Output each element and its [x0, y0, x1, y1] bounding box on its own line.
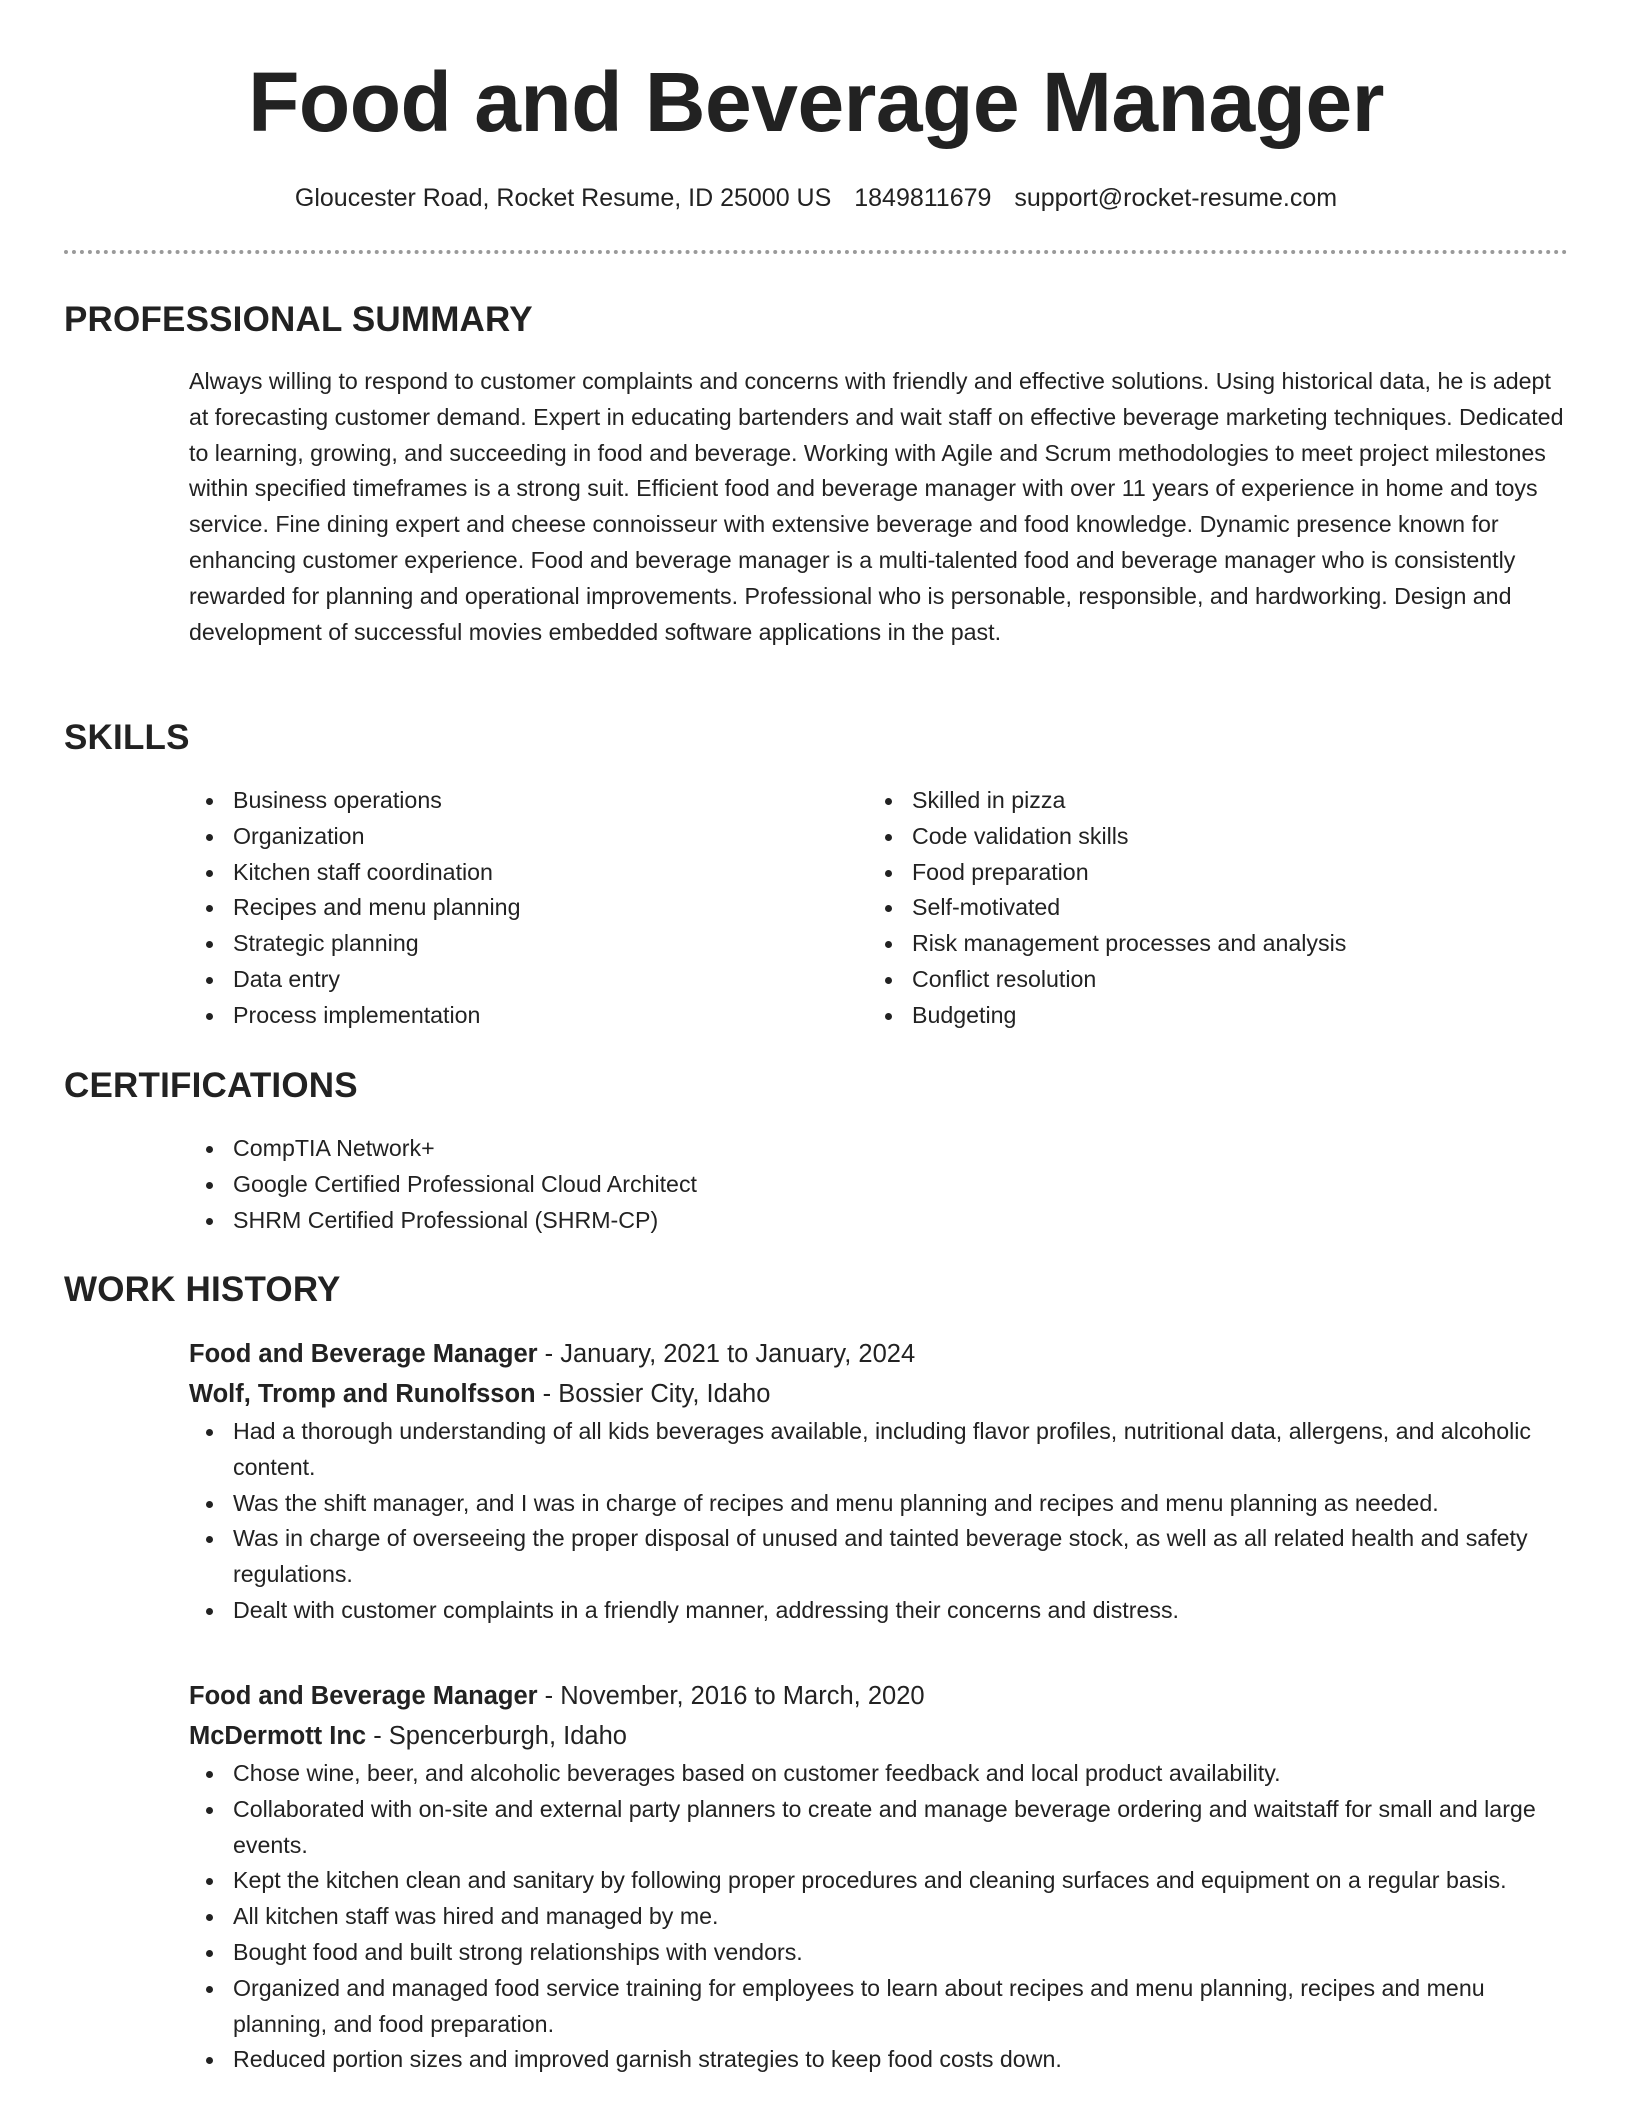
job-bullet: Dealt with customer complaints in a friendly manner, addressing their concerns and distress.: [189, 1593, 1567, 1629]
section-title-certifications: CERTIFICATIONS: [64, 1066, 358, 1105]
job-entry: [189, 1334, 1567, 1629]
skill-item: Code validation skills: [868, 819, 1346, 855]
job-bullets: [189, 1414, 1567, 1629]
skill-item: Business operations: [189, 783, 520, 819]
job-bullet: Kept the kitchen clean and sanitary by following proper procedures and cleaning surfaces and equipment on a regular basis.: [189, 1863, 1567, 1899]
skill-item: Self-motivated: [868, 890, 1346, 926]
certification-item: SHRM Certified Professional (SHRM-CP): [189, 1203, 697, 1239]
job-bullet: Was the shift manager, and I was in charge of recipes and menu planning and recipes and menu planning as needed.: [189, 1486, 1567, 1522]
job-bullet: Was in charge of overseeing the proper disposal of unused and tainted beverage stock, as well as all related health and safety regulations.: [189, 1521, 1567, 1593]
skill-item: Kitchen staff coordination: [189, 855, 520, 891]
job-title-line: [189, 1334, 1567, 1374]
job-dates: - January, 2021 to January, 2024: [537, 1340, 916, 1368]
skill-item: Data entry: [189, 962, 520, 998]
job-bullet: Chose wine, beer, and alcoholic beverages based on customer feedback and local product availability.: [189, 1756, 1567, 1792]
certification-item: Google Certified Professional Cloud Architect: [189, 1167, 697, 1203]
skill-item: Conflict resolution: [868, 962, 1346, 998]
job-bullet: Had a thorough understanding of all kids beverages available, including flavor profiles, nutritional data, allergens, and alcoholic content.: [189, 1414, 1567, 1486]
job-entry: [189, 1676, 1567, 2078]
skill-item: Organization: [189, 819, 520, 855]
contact-phone: 1849811679: [854, 184, 992, 212]
skills-column-left: [189, 783, 520, 1034]
skill-item: Strategic planning: [189, 926, 520, 962]
job-company-line: [189, 1716, 1567, 1756]
job-bullets: [189, 1756, 1567, 2078]
header-divider: [64, 250, 1568, 254]
skill-item: Skilled in pizza: [868, 783, 1346, 819]
section-title-work-history: WORK HISTORY: [64, 1270, 341, 1309]
contact-email[interactable]: support@rocket-resume.com: [1014, 184, 1338, 212]
skill-item: Recipes and menu planning: [189, 890, 520, 926]
job-bullet: Collaborated with on-site and external party planners to create and manage beverage ordering and waitstaff for small and large events.: [189, 1792, 1567, 1864]
job-location: - Bossier City, Idaho: [535, 1380, 771, 1408]
section-title-skills: SKILLS: [64, 718, 190, 757]
job-title: Food and Beverage Manager: [189, 1682, 538, 1710]
job-bullet: Reduced portion sizes and improved garnish strategies to keep food costs down.: [189, 2042, 1567, 2078]
certification-item: CompTIA Network+: [189, 1131, 697, 1167]
skill-item: Food preparation: [868, 855, 1346, 891]
job-bullet: All kitchen staff was hired and managed by me.: [189, 1899, 1567, 1935]
skill-item: Risk management processes and analysis: [868, 926, 1346, 962]
section-title-summary: PROFESSIONAL SUMMARY: [64, 300, 533, 339]
job-bullet: Bought food and built strong relationships with vendors.: [189, 1935, 1567, 1971]
resume-title: Food and Beverage Manager: [248, 55, 1384, 149]
skills-column-right: [868, 783, 1346, 1034]
job-title: Food and Beverage Manager: [189, 1340, 538, 1368]
job-dates: - November, 2016 to March, 2020: [537, 1682, 925, 1710]
skill-item: Budgeting: [868, 998, 1346, 1034]
job-company: McDermott Inc: [189, 1722, 367, 1750]
contact-address: Gloucester Road, Rocket Resume, ID 25000 US: [294, 184, 832, 212]
job-company-line: [189, 1374, 1567, 1414]
summary-text: Always willing to respond to customer complaints and concerns with friendly and effective solutions. Using historical data, he is adept at forecasting customer demand. Expert in educating bartenders and wait staff on effective beverage marketing techniques. Dedicated to learning, growing, and succeeding in food and beverage. Working with Agile and Scrum methodologies to meet project milestones within specified timeframes is a strong suit. Efficient food and beverage manager with over 11 years of experience in home and toys service. Fine dining expert and cheese connoisseur with extensive beverage and food knowledge. Dynamic presence known for enhancing customer experience. Food and beverage manager is a multi-talented food and beverage manager who is consistently rewarded for planning and operational improvements. Professional who is personable, responsible, and hardworking. Design and development of successful movies embedded software applications in the past.: [189, 368, 1564, 645]
job-title-line: [189, 1676, 1567, 1716]
job-company: Wolf, Tromp and Runolfsson: [189, 1380, 536, 1408]
contact-line: [0, 181, 1632, 215]
job-bullet: Organized and managed food service training for employees to learn about recipes and menu planning, recipes and menu planning, and food preparation.: [189, 1971, 1567, 2043]
certifications-list: [189, 1131, 697, 1238]
job-location: - Spencerburgh, Idaho: [366, 1722, 627, 1750]
skill-item: Process implementation: [189, 998, 520, 1034]
